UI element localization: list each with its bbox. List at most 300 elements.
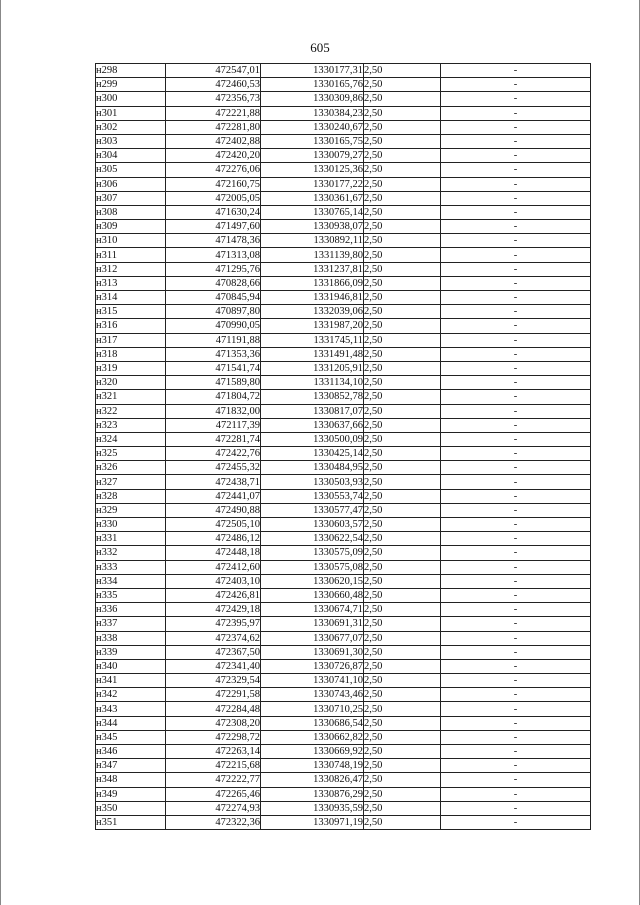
x-coordinate-cell: 472322,36 — [166, 815, 261, 829]
table-row — [96, 787, 591, 801]
x-coordinate-cell: 471478,36 — [166, 234, 261, 248]
point-id-cell: н299 — [96, 78, 166, 92]
point-id-cell: н303 — [96, 134, 166, 148]
point-id-cell: н348 — [96, 773, 166, 787]
x-coordinate-cell: 472448,18 — [166, 546, 261, 560]
radius-cell: 2,50 — [364, 163, 441, 177]
point-id-cell: н351 — [96, 815, 166, 829]
note-cell: - — [441, 248, 591, 262]
x-coordinate-cell: 472265,46 — [166, 787, 261, 801]
y-coordinate-cell: 1330165,75 — [261, 134, 364, 148]
table-row — [96, 120, 591, 134]
x-coordinate-cell: 470990,05 — [166, 319, 261, 333]
y-coordinate-cell: 1330240,67 — [261, 120, 364, 134]
radius-cell: 2,50 — [364, 688, 441, 702]
point-id-cell: н319 — [96, 361, 166, 375]
radius-cell: 2,50 — [364, 787, 441, 801]
table-row — [96, 702, 591, 716]
coordinates-table-body — [96, 64, 591, 830]
y-coordinate-cell: 1331205,91 — [261, 361, 364, 375]
point-id-cell: н326 — [96, 461, 166, 475]
x-coordinate-cell: 471191,88 — [166, 333, 261, 347]
x-coordinate-cell: 472374,62 — [166, 631, 261, 645]
table-row — [96, 361, 591, 375]
note-cell: - — [441, 447, 591, 461]
point-id-cell: н318 — [96, 347, 166, 361]
point-id-cell: н304 — [96, 149, 166, 163]
table-row — [96, 617, 591, 631]
radius-cell: 2,50 — [364, 475, 441, 489]
table-row — [96, 205, 591, 219]
note-cell: - — [441, 305, 591, 319]
table-row — [96, 418, 591, 432]
point-id-cell: н341 — [96, 674, 166, 688]
table-row — [96, 588, 591, 602]
y-coordinate-cell: 1330079,27 — [261, 149, 364, 163]
note-cell: - — [441, 347, 591, 361]
x-coordinate-cell: 472117,39 — [166, 418, 261, 432]
x-coordinate-cell: 472455,32 — [166, 461, 261, 475]
note-cell: - — [441, 759, 591, 773]
y-coordinate-cell: 1330938,07 — [261, 220, 364, 234]
y-coordinate-cell: 1330177,22 — [261, 177, 364, 191]
radius-cell: 2,50 — [364, 432, 441, 446]
note-cell: - — [441, 220, 591, 234]
point-id-cell: н307 — [96, 191, 166, 205]
note-cell: - — [441, 688, 591, 702]
table-row — [96, 163, 591, 177]
y-coordinate-cell: 1330726,87 — [261, 659, 364, 673]
point-id-cell: н334 — [96, 574, 166, 588]
point-id-cell: н337 — [96, 617, 166, 631]
y-coordinate-cell: 1330425,14 — [261, 447, 364, 461]
table-row — [96, 475, 591, 489]
coordinates-table — [95, 63, 591, 830]
y-coordinate-cell: 1330691,31 — [261, 617, 364, 631]
note-cell: - — [441, 78, 591, 92]
y-coordinate-cell: 1330741,10 — [261, 674, 364, 688]
radius-cell: 2,50 — [364, 560, 441, 574]
table-row — [96, 759, 591, 773]
x-coordinate-cell: 472486,12 — [166, 532, 261, 546]
y-coordinate-cell: 1330660,48 — [261, 588, 364, 602]
table-row — [96, 461, 591, 475]
x-coordinate-cell: 472367,50 — [166, 645, 261, 659]
x-coordinate-cell: 472281,80 — [166, 120, 261, 134]
y-coordinate-cell: 1330743,46 — [261, 688, 364, 702]
table-row — [96, 574, 591, 588]
point-id-cell: н339 — [96, 645, 166, 659]
table-row — [96, 815, 591, 829]
radius-cell: 2,50 — [364, 617, 441, 631]
y-coordinate-cell: 1330710,25 — [261, 702, 364, 716]
x-coordinate-cell: 470845,94 — [166, 291, 261, 305]
note-cell: - — [441, 291, 591, 305]
note-cell: - — [441, 730, 591, 744]
point-id-cell: н306 — [96, 177, 166, 191]
table-row — [96, 390, 591, 404]
x-coordinate-cell: 471295,76 — [166, 262, 261, 276]
note-cell: - — [441, 191, 591, 205]
radius-cell: 2,50 — [364, 106, 441, 120]
note-cell: - — [441, 120, 591, 134]
y-coordinate-cell: 1332039,06 — [261, 305, 364, 319]
y-coordinate-cell: 1330500,09 — [261, 432, 364, 446]
point-id-cell: н342 — [96, 688, 166, 702]
x-coordinate-cell: 470828,66 — [166, 276, 261, 290]
table-row — [96, 92, 591, 106]
note-cell: - — [441, 518, 591, 532]
radius-cell: 2,50 — [364, 518, 441, 532]
table-row — [96, 234, 591, 248]
x-coordinate-cell: 472441,07 — [166, 489, 261, 503]
radius-cell: 2,50 — [364, 205, 441, 219]
x-coordinate-cell: 472215,68 — [166, 759, 261, 773]
point-id-cell: н317 — [96, 333, 166, 347]
note-cell: - — [441, 276, 591, 290]
point-id-cell: н323 — [96, 418, 166, 432]
y-coordinate-cell: 1330620,15 — [261, 574, 364, 588]
table-row — [96, 404, 591, 418]
note-cell: - — [441, 390, 591, 404]
y-coordinate-cell: 1330125,36 — [261, 163, 364, 177]
point-id-cell: н315 — [96, 305, 166, 319]
y-coordinate-cell: 1330384,23 — [261, 106, 364, 120]
radius-cell: 2,50 — [364, 92, 441, 106]
radius-cell: 2,50 — [364, 376, 441, 390]
y-coordinate-cell: 1331139,80 — [261, 248, 364, 262]
note-cell: - — [441, 645, 591, 659]
table-row — [96, 64, 591, 78]
point-id-cell: н349 — [96, 787, 166, 801]
radius-cell: 2,50 — [364, 631, 441, 645]
x-coordinate-cell: 472426,81 — [166, 588, 261, 602]
radius-cell: 2,50 — [364, 574, 441, 588]
radius-cell: 2,50 — [364, 248, 441, 262]
point-id-cell: н332 — [96, 546, 166, 560]
note-cell: - — [441, 319, 591, 333]
y-coordinate-cell: 1330669,92 — [261, 745, 364, 759]
radius-cell: 2,50 — [364, 319, 441, 333]
y-coordinate-cell: 1331134,10 — [261, 376, 364, 390]
table-row — [96, 220, 591, 234]
table-row — [96, 447, 591, 461]
note-cell: - — [441, 376, 591, 390]
y-coordinate-cell: 1330484,95 — [261, 461, 364, 475]
table-row — [96, 603, 591, 617]
y-coordinate-cell: 1330876,29 — [261, 787, 364, 801]
y-coordinate-cell: 1330748,19 — [261, 759, 364, 773]
radius-cell: 2,50 — [364, 149, 441, 163]
y-coordinate-cell: 1330662,82 — [261, 730, 364, 744]
radius-cell: 2,50 — [364, 702, 441, 716]
note-cell: - — [441, 716, 591, 730]
table-row — [96, 276, 591, 290]
y-coordinate-cell: 1330817,07 — [261, 404, 364, 418]
note-cell: - — [441, 432, 591, 446]
point-id-cell: н335 — [96, 588, 166, 602]
point-id-cell: н324 — [96, 432, 166, 446]
y-coordinate-cell: 1330765,14 — [261, 205, 364, 219]
y-coordinate-cell: 1330553,74 — [261, 489, 364, 503]
table-row — [96, 149, 591, 163]
radius-cell: 2,50 — [364, 177, 441, 191]
radius-cell: 2,50 — [364, 120, 441, 134]
table-row — [96, 489, 591, 503]
y-coordinate-cell: 1330674,71 — [261, 603, 364, 617]
y-coordinate-cell: 1330892,11 — [261, 234, 364, 248]
x-coordinate-cell: 472284,48 — [166, 702, 261, 716]
table-row — [96, 106, 591, 120]
x-coordinate-cell: 470897,80 — [166, 305, 261, 319]
x-coordinate-cell: 472412,60 — [166, 560, 261, 574]
point-id-cell: н330 — [96, 518, 166, 532]
page-number: 605 — [310, 40, 330, 55]
point-id-cell: н327 — [96, 475, 166, 489]
radius-cell: 2,50 — [364, 191, 441, 205]
x-coordinate-cell: 472005,05 — [166, 191, 261, 205]
point-id-cell: н343 — [96, 702, 166, 716]
note-cell: - — [441, 361, 591, 375]
table-row — [96, 631, 591, 645]
x-coordinate-cell: 471497,60 — [166, 220, 261, 234]
point-id-cell: н320 — [96, 376, 166, 390]
table-row — [96, 645, 591, 659]
radius-cell: 2,50 — [364, 390, 441, 404]
radius-cell: 2,50 — [364, 333, 441, 347]
note-cell: - — [441, 177, 591, 191]
note-cell: - — [441, 149, 591, 163]
y-coordinate-cell: 1330677,07 — [261, 631, 364, 645]
radius-cell: 2,50 — [364, 532, 441, 546]
table-row — [96, 319, 591, 333]
x-coordinate-cell: 472422,76 — [166, 447, 261, 461]
point-id-cell: н346 — [96, 745, 166, 759]
note-cell: - — [441, 532, 591, 546]
table-row — [96, 347, 591, 361]
note-cell: - — [441, 404, 591, 418]
y-coordinate-cell: 1330622,54 — [261, 532, 364, 546]
x-coordinate-cell: 472356,73 — [166, 92, 261, 106]
point-id-cell: н313 — [96, 276, 166, 290]
table-row — [96, 801, 591, 815]
radius-cell: 2,50 — [364, 801, 441, 815]
y-coordinate-cell: 1331745,11 — [261, 333, 364, 347]
note-cell: - — [441, 503, 591, 517]
table-row — [96, 78, 591, 92]
x-coordinate-cell: 472460,53 — [166, 78, 261, 92]
note-cell: - — [441, 745, 591, 759]
y-coordinate-cell: 1331237,81 — [261, 262, 364, 276]
x-coordinate-cell: 472402,88 — [166, 134, 261, 148]
y-coordinate-cell: 1330826,47 — [261, 773, 364, 787]
radius-cell: 2,50 — [364, 773, 441, 787]
radius-cell: 2,50 — [364, 447, 441, 461]
table-row — [96, 546, 591, 560]
radius-cell: 2,50 — [364, 78, 441, 92]
x-coordinate-cell: 472341,40 — [166, 659, 261, 673]
table-row — [96, 305, 591, 319]
y-coordinate-cell: 1330575,08 — [261, 560, 364, 574]
note-cell: - — [441, 134, 591, 148]
point-id-cell: н314 — [96, 291, 166, 305]
table-row — [96, 560, 591, 574]
radius-cell: 2,50 — [364, 674, 441, 688]
note-cell: - — [441, 773, 591, 787]
table-row — [96, 333, 591, 347]
radius-cell: 2,50 — [364, 745, 441, 759]
note-cell: - — [441, 64, 591, 78]
radius-cell: 2,50 — [364, 220, 441, 234]
radius-cell: 2,50 — [364, 305, 441, 319]
point-id-cell: н300 — [96, 92, 166, 106]
note-cell: - — [441, 546, 591, 560]
note-cell: - — [441, 574, 591, 588]
y-coordinate-cell: 1330577,47 — [261, 503, 364, 517]
radius-cell: 2,50 — [364, 503, 441, 517]
y-coordinate-cell: 1330935,59 — [261, 801, 364, 815]
x-coordinate-cell: 472281,74 — [166, 432, 261, 446]
y-coordinate-cell: 1331987,20 — [261, 319, 364, 333]
point-id-cell: н328 — [96, 489, 166, 503]
table-row — [96, 730, 591, 744]
table-row — [96, 518, 591, 532]
x-coordinate-cell: 472403,10 — [166, 574, 261, 588]
table-row — [96, 262, 591, 276]
x-coordinate-cell: 472505,10 — [166, 518, 261, 532]
point-id-cell: н322 — [96, 404, 166, 418]
x-coordinate-cell: 472329,54 — [166, 674, 261, 688]
point-id-cell: н316 — [96, 319, 166, 333]
radius-cell: 2,50 — [364, 291, 441, 305]
note-cell: - — [441, 588, 591, 602]
radius-cell: 2,50 — [364, 134, 441, 148]
radius-cell: 2,50 — [364, 588, 441, 602]
note-cell: - — [441, 603, 591, 617]
y-coordinate-cell: 1330691,30 — [261, 645, 364, 659]
radius-cell: 2,50 — [364, 603, 441, 617]
table-row — [96, 674, 591, 688]
point-id-cell: н329 — [96, 503, 166, 517]
note-cell: - — [441, 702, 591, 716]
table-row — [96, 432, 591, 446]
note-cell: - — [441, 659, 591, 673]
point-id-cell: н345 — [96, 730, 166, 744]
table-row — [96, 376, 591, 390]
radius-cell: 2,50 — [364, 759, 441, 773]
y-coordinate-cell: 1330165,76 — [261, 78, 364, 92]
y-coordinate-cell: 1331946,81 — [261, 291, 364, 305]
note-cell: - — [441, 489, 591, 503]
point-id-cell: н309 — [96, 220, 166, 234]
radius-cell: 2,50 — [364, 546, 441, 560]
y-coordinate-cell: 1330852,78 — [261, 390, 364, 404]
point-id-cell: н350 — [96, 801, 166, 815]
note-cell: - — [441, 205, 591, 219]
x-coordinate-cell: 471313,08 — [166, 248, 261, 262]
x-coordinate-cell: 472308,20 — [166, 716, 261, 730]
point-id-cell: н312 — [96, 262, 166, 276]
point-id-cell: н325 — [96, 447, 166, 461]
y-coordinate-cell: 1330686,54 — [261, 716, 364, 730]
point-id-cell: н301 — [96, 106, 166, 120]
table-row — [96, 134, 591, 148]
radius-cell: 2,50 — [364, 404, 441, 418]
note-cell: - — [441, 815, 591, 829]
x-coordinate-cell: 472222,77 — [166, 773, 261, 787]
note-cell: - — [441, 163, 591, 177]
radius-cell: 2,50 — [364, 347, 441, 361]
point-id-cell: н347 — [96, 759, 166, 773]
table-row — [96, 716, 591, 730]
point-id-cell: н305 — [96, 163, 166, 177]
radius-cell: 2,50 — [364, 461, 441, 475]
x-coordinate-cell: 472221,88 — [166, 106, 261, 120]
x-coordinate-cell: 472490,88 — [166, 503, 261, 517]
note-cell: - — [441, 333, 591, 347]
x-coordinate-cell: 472263,14 — [166, 745, 261, 759]
note-cell: - — [441, 674, 591, 688]
point-id-cell: н336 — [96, 603, 166, 617]
y-coordinate-cell: 1330361,67 — [261, 191, 364, 205]
radius-cell: 2,50 — [364, 418, 441, 432]
x-coordinate-cell: 471832,00 — [166, 404, 261, 418]
note-cell: - — [441, 418, 591, 432]
y-coordinate-cell: 1330575,09 — [261, 546, 364, 560]
radius-cell: 2,50 — [364, 716, 441, 730]
note-cell: - — [441, 631, 591, 645]
point-id-cell: н310 — [96, 234, 166, 248]
x-coordinate-cell: 471541,74 — [166, 361, 261, 375]
y-coordinate-cell: 1330177,31 — [261, 64, 364, 78]
table-row — [96, 688, 591, 702]
table-row — [96, 773, 591, 787]
point-id-cell: н302 — [96, 120, 166, 134]
note-cell: - — [441, 461, 591, 475]
x-coordinate-cell: 471630,24 — [166, 205, 261, 219]
table-row — [96, 503, 591, 517]
point-id-cell: н308 — [96, 205, 166, 219]
radius-cell: 2,50 — [364, 659, 441, 673]
table-row — [96, 532, 591, 546]
radius-cell: 2,50 — [364, 815, 441, 829]
radius-cell: 2,50 — [364, 276, 441, 290]
x-coordinate-cell: 472547,01 — [166, 64, 261, 78]
x-coordinate-cell: 472420,20 — [166, 149, 261, 163]
x-coordinate-cell: 471353,36 — [166, 347, 261, 361]
x-coordinate-cell: 471589,80 — [166, 376, 261, 390]
y-coordinate-cell: 1331866,09 — [261, 276, 364, 290]
radius-cell: 2,50 — [364, 730, 441, 744]
x-coordinate-cell: 472276,06 — [166, 163, 261, 177]
table-row — [96, 248, 591, 262]
x-coordinate-cell: 472274,93 — [166, 801, 261, 815]
table-row — [96, 659, 591, 673]
x-coordinate-cell: 471804,72 — [166, 390, 261, 404]
x-coordinate-cell: 472438,71 — [166, 475, 261, 489]
note-cell: - — [441, 262, 591, 276]
note-cell: - — [441, 475, 591, 489]
point-id-cell: н331 — [96, 532, 166, 546]
point-id-cell: н338 — [96, 631, 166, 645]
note-cell: - — [441, 106, 591, 120]
y-coordinate-cell: 1330503,93 — [261, 475, 364, 489]
note-cell: - — [441, 617, 591, 631]
table-row — [96, 191, 591, 205]
y-coordinate-cell: 1330971,19 — [261, 815, 364, 829]
point-id-cell: н311 — [96, 248, 166, 262]
note-cell: - — [441, 92, 591, 106]
